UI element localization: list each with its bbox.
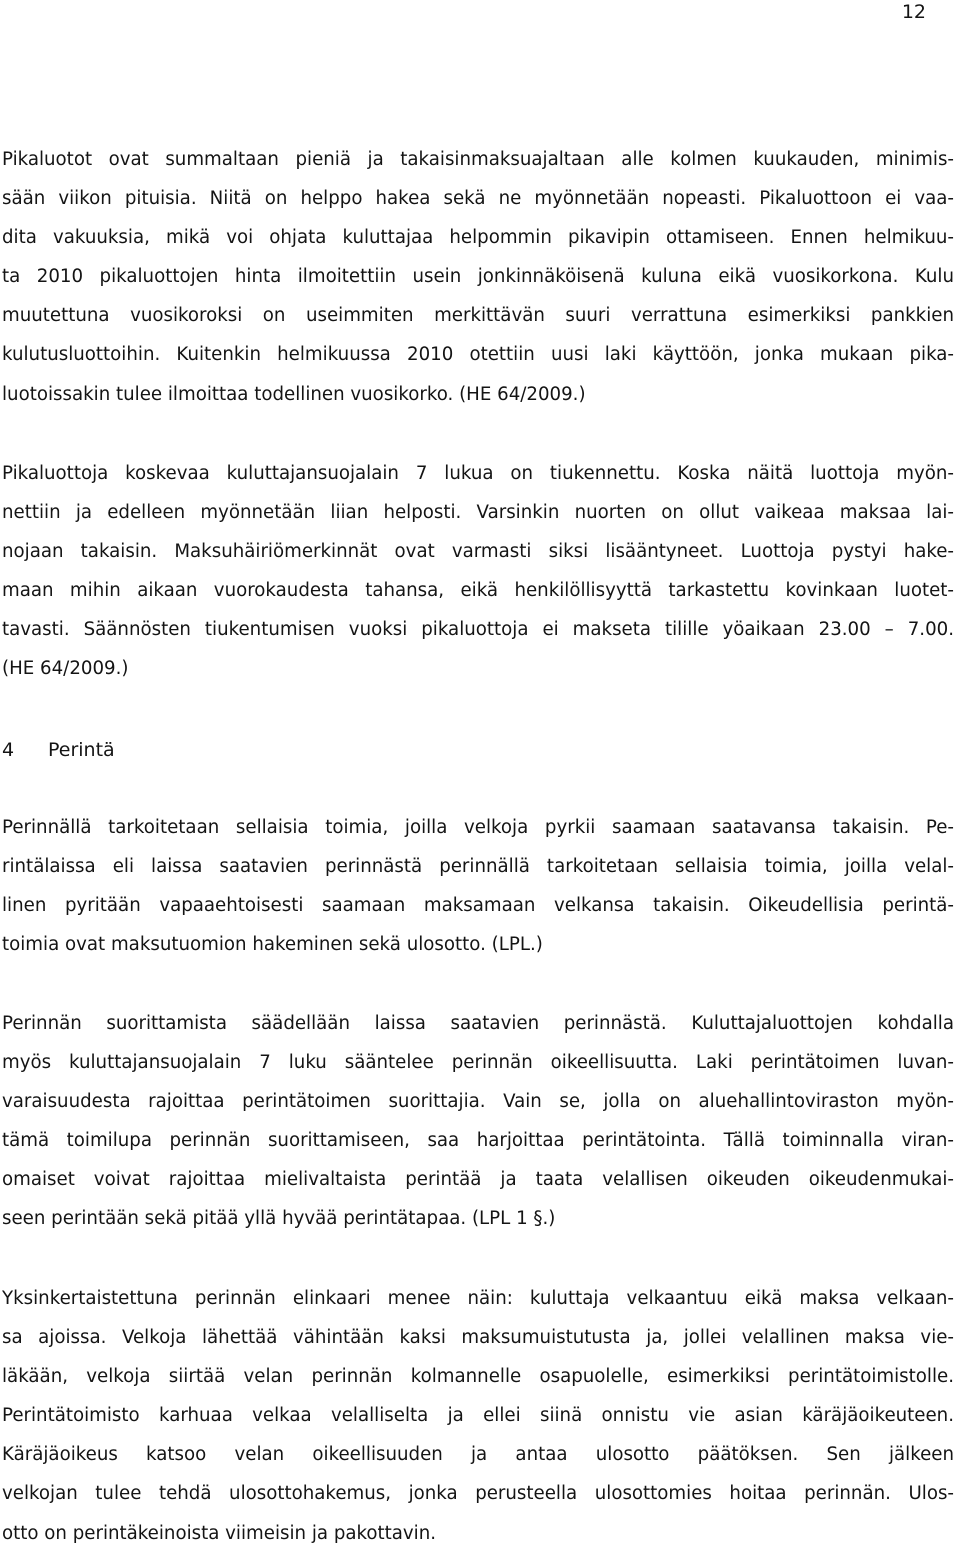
text-line: varaisuudesta rajoittaa perintätoimen suorittajia. Vain se, jolla on aluehallintoviraston myön- [2, 1091, 954, 1113]
text-line: tavasti. Säännösten tiukentumisen vuoksi pikaluottoja ei makseta tilille yöaikaan 23.00 – 7.00. [2, 619, 954, 641]
page-number: 12 [901, 1, 926, 23]
text-line: otto on perintäkeinoista viimeisin ja pakottavin. [2, 1522, 437, 1544]
paragraph-perinnan-saantely [2, 1004, 954, 1239]
section-heading [2, 731, 115, 769]
text-line: muutettuna vuosikoroksi on useimmiten merkittävän suuri verrattuna esimerkiksi pankkien [2, 305, 954, 327]
section-title: Perintä [48, 739, 115, 761]
text-line: nettiin ja edelleen myönnetään liian helposti. Varsinkin nuorten on ollut vaikeaa maksaa lai- [2, 502, 954, 524]
text-line: nojaan takaisin. Maksuhäiriömerkinnät ovat varmasti siksi lisääntyneet. Luottoja pystyi hake- [2, 541, 954, 563]
text-line: toimia ovat maksutuomion hakeminen sekä ulosotto. (LPL.) [2, 934, 543, 956]
paragraph-perinta-maaritelma [2, 808, 954, 964]
text-line: sa ajoissa. Velkoja lähettää vähintään kaksi maksumuistutusta ja, jollei velallinen maksa vie- [2, 1327, 954, 1349]
text-line: seen perintään sekä pitää yllä hyvää perintätapaa. (LPL 1 §.) [2, 1208, 556, 1230]
section-number: 4 [2, 739, 15, 761]
text-line: kulutusluottoihin. Kuitenkin helmikuussa 2010 otettiin uusi laki käyttöön, jonka mukaan pika- [2, 344, 954, 366]
text-line: sään viikon pituisia. Niitä on helppo hakea sekä ne myönnetään nopeasti. Pikaluottoon ei vaa- [2, 188, 954, 210]
paragraph-kuluttajansuojalaki [2, 454, 954, 689]
text-line: maan mihin aikaan vuorokaudesta tahansa, eikä henkilöllisyyttä tarkastettu kovinkaan luotet- [2, 580, 954, 602]
text-line: dita vakuuksia, mikä voi ohjata kuluttajaa helpommin pikavipin ottamiseen. Ennen helmikuu- [2, 227, 954, 249]
text-line: Käräjäoikeus katsoo velan oikeellisuuden ja antaa ulosotto päätöksen. Sen jälkeen [2, 1444, 954, 1466]
paragraph-perinnan-elinkaari [2, 1279, 954, 1553]
text-line: Perintätoimisto karhuaa velkaa velalliselta ja ellei siinä onnistu vie asian käräjäoikeuteen. [2, 1405, 954, 1427]
text-line: rintälaissa eli laissa saatavien perinnästä perinnällä tarkoitetaan sellaisia toimia, joilla velal- [2, 856, 954, 878]
text-line: ta 2010 pikaluottojen hinta ilmoitettiin usein jonkinnäköisenä kuluna eikä vuosikorkona. Kulu [2, 266, 954, 288]
text-line: linen pyritään vapaaehtoisesti saamaan maksamaan velkansa takaisin. Oikeudellisia perintä- [2, 895, 954, 917]
text-line: tämä toimilupa perinnän suorittamiseen, saa harjoittaa perintätointa. Tällä toiminnalla viran- [2, 1130, 954, 1152]
text-line: omaiset voivat rajoittaa mielivaltaista perintää ja taata velallisen oikeuden oikeudenmukai- [2, 1169, 954, 1191]
text-line: Yksinkertaistettuna perinnän elinkaari menee näin: kuluttaja velkaantuu eikä maksa velkaan- [2, 1288, 954, 1309]
text-line: luotoissakin tulee ilmoittaa todellinen vuosikorko. (HE 64/2009.) [2, 383, 586, 405]
text-line: läkään, velkoja siirtää velan perinnän kolmannelle osapuolelle, esimerkiksi perintätoimistolle. [2, 1366, 954, 1388]
text-line: Pikaluottoja koskevaa kuluttajansuojalain 7 lukua on tiukennettu. Koska näitä luottoja myön- [2, 463, 954, 484]
text-line: Pikaluotot ovat summaltaan pieniä ja takaisinmaksuajaltaan alle kolmen kuukauden, minimis- [2, 149, 954, 170]
text-line: (HE 64/2009.) [2, 658, 129, 680]
text-line: Perinnällä tarkoitetaan sellaisia toimia, joilla velkoja pyrkii saamaan saatavansa takaisin. Pe- [2, 817, 954, 838]
text-line: myös kuluttajansuojalain 7 luku sääntelee perinnän oikeellisuutta. Laki perintätoimen luvan- [2, 1052, 954, 1074]
paragraph-pikaluotot [2, 140, 954, 414]
text-line: Perinnän suorittamista säädellään laissa saatavien perinnästä. Kuluttajaluottojen kohdalla [2, 1013, 954, 1034]
text-line: velkojan tulee tehdä ulosottohakemus, jonka perusteella ulosottomies hoitaa perinnän. Ulos- [2, 1483, 954, 1505]
